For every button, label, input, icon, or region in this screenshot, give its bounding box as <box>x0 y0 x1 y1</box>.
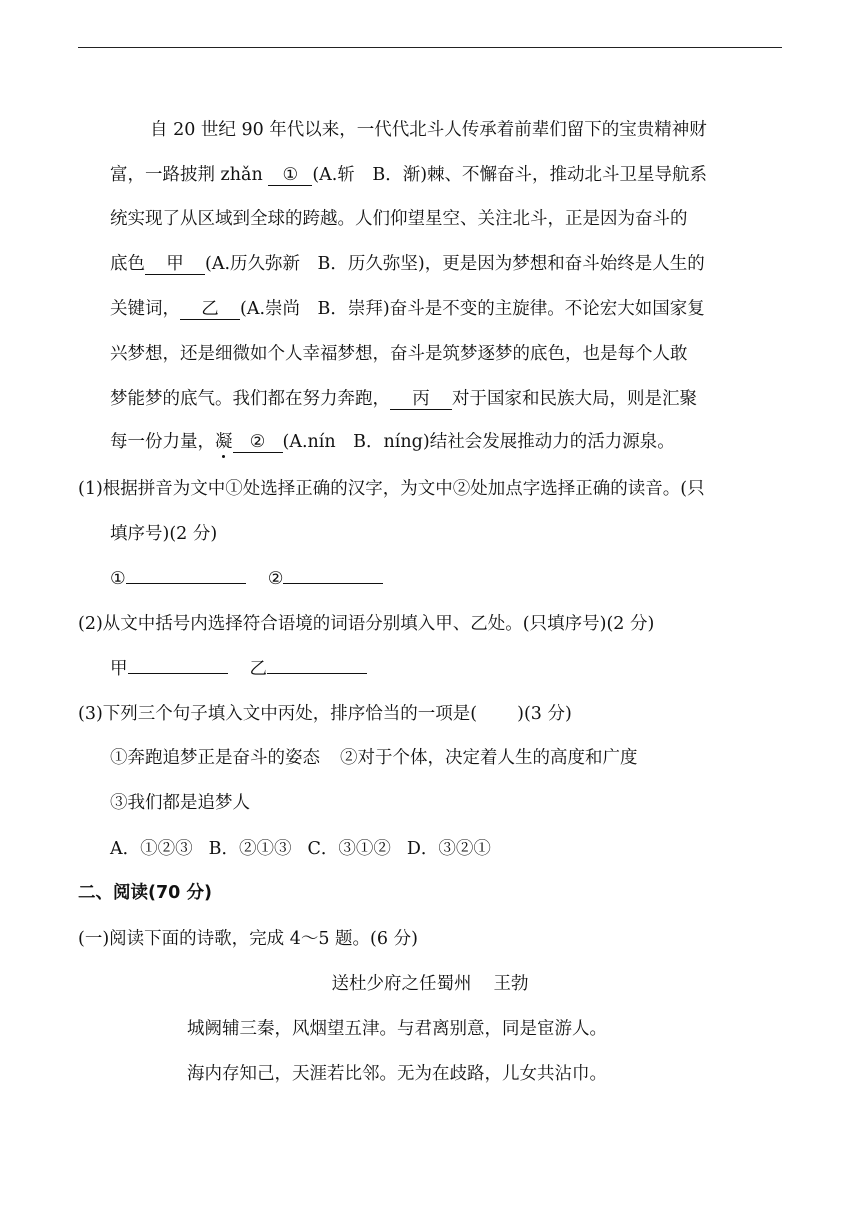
blank-1[interactable]: ① <box>268 165 312 186</box>
poem-line-1: 城阙辅三秦，风烟望五津。与君离别意，同是宦游人。 <box>187 1019 607 1039</box>
passage-text: 梦能梦的底气。我们都在努力奔跑， <box>110 389 390 409</box>
passage-text: 富，一路披荆 zhǎn <box>110 165 269 185</box>
q3-option-b[interactable]: B．②①③ <box>208 839 292 859</box>
q3-prompt-score: )(3 分) <box>517 704 572 724</box>
passage-line-2 <box>110 163 707 187</box>
q2-answer-row <box>110 657 367 681</box>
q3-sentences-row <box>110 746 638 770</box>
q1-blank2-label: ② <box>267 569 284 589</box>
q2-answer-yi[interactable] <box>267 673 367 674</box>
blank-jia[interactable]: 甲 <box>145 254 205 275</box>
emphasis-dot-char: 凝 <box>215 432 233 452</box>
passage-line-5 <box>110 297 705 321</box>
passage-line-3: 统实现了从区域到全球的跨越。人们仰望星空、关注北斗，正是因为奋斗的 <box>110 209 688 229</box>
q3-options-row <box>110 837 491 861</box>
q3-prompt-text: (3)下列三个句子填入文中丙处，排序恰当的一项是( <box>78 704 478 724</box>
passage-text: 每一份力量， <box>110 432 215 452</box>
section-heading: 二、阅读(70 分) <box>78 883 212 903</box>
poem-title-row <box>0 972 860 996</box>
q2-answer-jia[interactable] <box>128 673 228 674</box>
blank-2[interactable]: ② <box>233 432 283 453</box>
blank-yi[interactable]: 乙 <box>180 299 240 320</box>
q1-prompt-cont: 填序号)(2 分) <box>110 524 218 544</box>
q3-option-c[interactable]: C．③①② <box>307 839 391 859</box>
q3-sentence-2: ②对于个体，决定着人生的高度和广度 <box>340 748 638 768</box>
passage-line-1: 自 20 世纪 90 年代以来，一代代北斗人传承着前辈们留下的宝贵精神财 <box>150 120 707 140</box>
passage-text: 底色 <box>110 254 145 274</box>
passage-line-4 <box>110 252 705 276</box>
passage-text: 关键词， <box>110 299 180 319</box>
q3-option-a[interactable]: A．①②③ <box>110 839 193 859</box>
passage-text: (A.nín B．níng)结社会发展推动力的活力源泉。 <box>282 432 675 452</box>
poem-line-2: 海内存知己，天涯若比邻。无为在歧路，儿女共沾巾。 <box>187 1064 607 1084</box>
passage-line-7 <box>110 387 697 411</box>
passage-text: (A.斩 B．渐)棘、不懈奋斗，推动北斗卫星导航系 <box>312 165 708 185</box>
passage-text: (A.崇尚 B．崇拜)奋斗是不变的主旋律。不论宏大如国家复 <box>240 299 705 319</box>
blank-bing[interactable]: 丙 <box>390 389 452 410</box>
passage-line-6: 兴梦想，还是细微如个人幸福梦想，奋斗是筑梦逐梦的底色，也是每个人敢 <box>110 344 688 364</box>
poem-title: 送杜少府之任蜀州 <box>331 974 472 994</box>
q3-prompt <box>78 702 572 726</box>
q1-answer-row <box>110 567 383 591</box>
q3-option-d[interactable]: D．③②① <box>406 839 491 859</box>
passage-text: 对于国家和民族大局，则是汇聚 <box>452 389 697 409</box>
q3-sentence-1: ①奔跑追梦正是奋斗的姿态 <box>110 748 320 768</box>
q2-prompt: (2)从文中括号内选择符合语境的词语分别填入甲、乙处。(只填序号)(2 分) <box>78 614 655 634</box>
header-rule <box>78 47 782 48</box>
q1-blank1-label: ① <box>110 569 126 589</box>
poem-author: 王勃 <box>493 974 529 994</box>
q3-sentence-3: ③我们都是追梦人 <box>110 793 250 813</box>
q2-blank2-label: 乙 <box>249 659 267 679</box>
section-subheading: (一)阅读下面的诗歌，完成 4～5 题。(6 分) <box>78 929 418 949</box>
q1-answer-2[interactable] <box>283 583 383 584</box>
passage-text: (A.历久弥新 B．历久弥坚)，更是因为梦想和奋斗始终是人生的 <box>205 254 705 274</box>
q2-blank1-label: 甲 <box>110 659 128 679</box>
q1-answer-1[interactable] <box>126 583 246 584</box>
passage-line-8 <box>110 430 675 454</box>
q1-prompt: (1)根据拼音为文中①处选择正确的汉字，为文中②处加点字选择正确的读音。(只 <box>78 479 705 499</box>
